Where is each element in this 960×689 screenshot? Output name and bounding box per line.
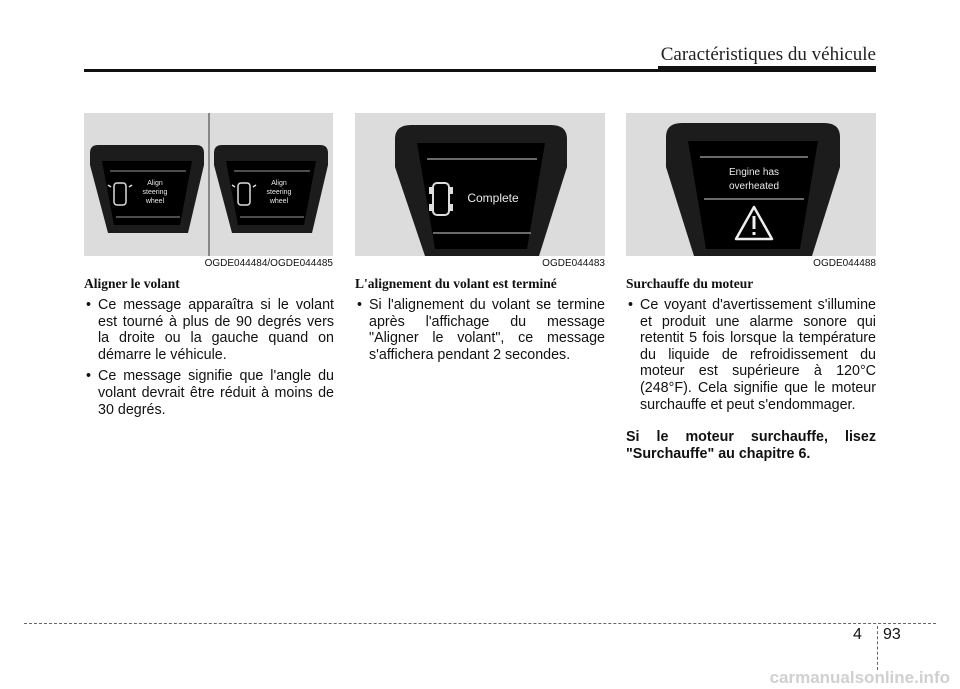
section-align-complete <box>355 276 605 368</box>
align-right-line3: wheel <box>269 198 289 205</box>
watermark: carmanualsonline.info <box>769 668 950 687</box>
chapter-number: 4 <box>853 626 862 643</box>
figure-code-overheat: OGDE044488 <box>813 258 876 269</box>
align-right-line1: Align <box>271 180 287 187</box>
section-heading: L'alignement du volant est terminé <box>355 276 557 291</box>
page-number-separator <box>877 626 878 670</box>
section-align-steering <box>84 276 334 423</box>
header-rule-accent <box>658 66 876 72</box>
section-heading: Surchauffe du moteur <box>626 276 754 291</box>
bullet-list <box>355 297 605 363</box>
figure-engine-overheat <box>626 113 876 256</box>
figure-align-steering <box>84 113 333 256</box>
bullet-item: • Si l'alignement du volant se termine après l'affichage du message "Aligner le volant", ce message s'affichera pendant 2 secondes. <box>355 297 605 363</box>
page-header-title: Caractéristiques du véhicule <box>660 44 876 65</box>
bullet-item: • Ce message signifie que l'angle du volant devrait être réduit à moins de 30 degrés. <box>84 368 334 418</box>
align-left-line1: Align <box>147 180 163 187</box>
align-display-right <box>214 145 328 233</box>
align-left-line3: wheel <box>145 198 165 205</box>
bullet-item: • Ce message apparaîtra si le volant est tourné à plus de 90 degrés vers la droite ou la gauche quand on démarre le véhicule. <box>84 297 334 363</box>
complete-display-text: Complete <box>467 191 519 205</box>
bullet-list <box>84 297 334 418</box>
align-right-line2: steering <box>266 189 292 196</box>
align-left-line2: steering <box>142 189 168 196</box>
figure-align-complete <box>355 113 605 256</box>
figure-code-complete: OGDE044483 <box>542 258 605 269</box>
footer-rule <box>24 623 936 624</box>
figure-code-align: OGDE044484/OGDE044485 <box>204 258 333 269</box>
section-heading: Aligner le volant <box>84 276 180 291</box>
section-engine-overheat <box>626 276 876 462</box>
page-number: 93 <box>883 626 901 643</box>
bullet-item: • Ce voyant d'avertissement s'illumine et produit une alarme sonore qui retentit 5 fois lorsque la température du liquide de refroidissement du moteur est supérieure à 120°C (248°F). Cela signifie que le moteur surchauffe et peut s'endommager. <box>626 297 876 413</box>
overheat-note: Si le moteur surchauffe, lisez "Surchauffe" au chapitre 6. <box>626 429 876 462</box>
overheat-line2: overheated <box>728 181 780 192</box>
align-display-left <box>90 145 204 233</box>
bullet-list <box>626 297 876 413</box>
overheat-line1: Engine has <box>728 167 780 178</box>
